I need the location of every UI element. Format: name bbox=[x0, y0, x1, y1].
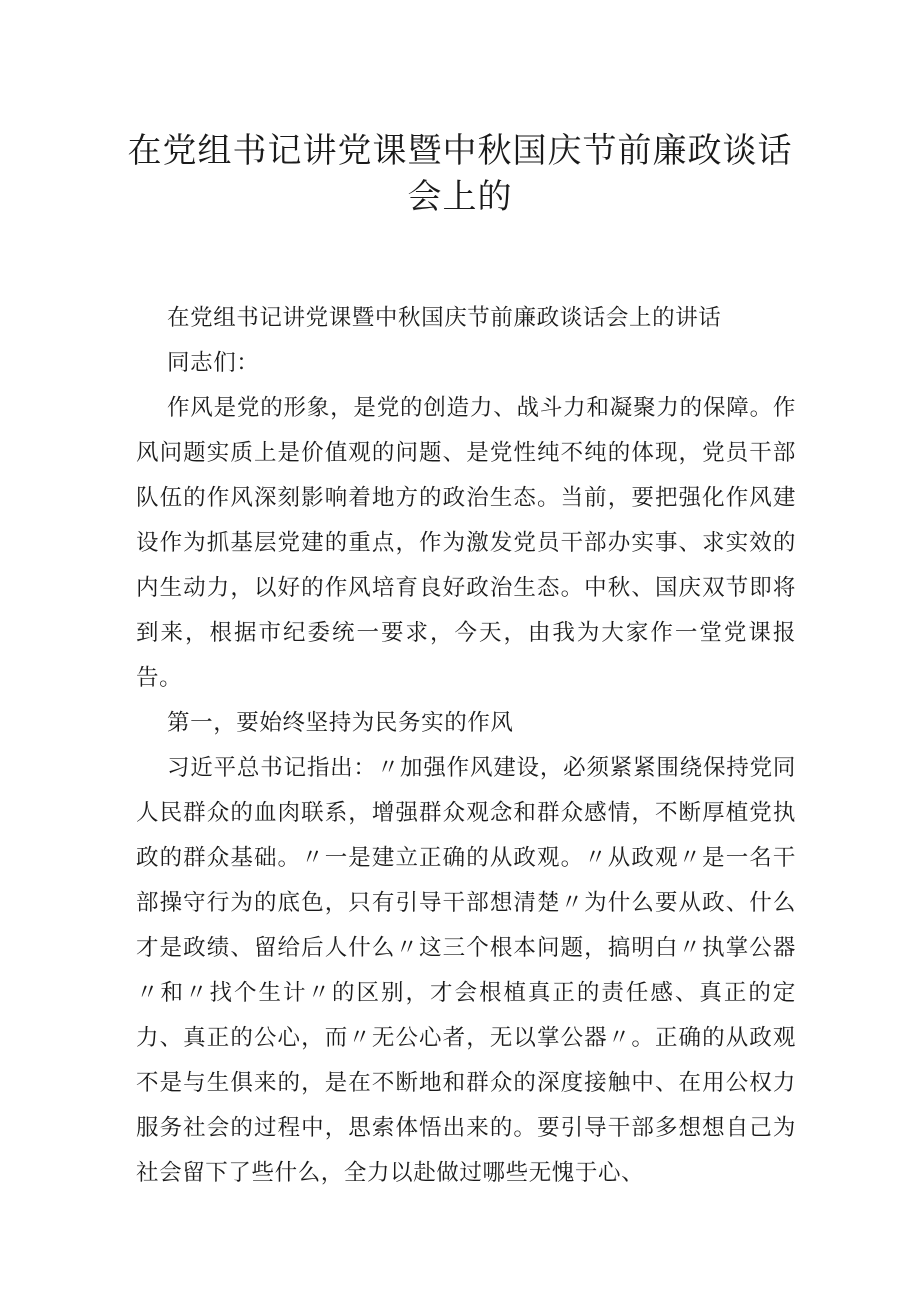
section-heading-1: 第一，要始终坚持为民务实的作风 bbox=[167, 710, 514, 736]
document-body bbox=[136, 296, 796, 1196]
salutation-paragraph: 同志们： bbox=[167, 350, 260, 376]
document-title: 在党组书记讲党课暨中秋国庆节前廉政谈话会上的 bbox=[127, 131, 793, 217]
intro-paragraph: 作风是党的形象，是党的创造力、战斗力和凝聚力的保障。作风问题实质上是价值观的问题、是党性纯不纯的体现，党员干部队伍的作风深刻影响着地方的政治生态。当前，要把强化作风建设作为抓基层党建的重点，作为激发党员干部办实事、求实效的内生动力，以好的作风培育良好政治生态。中秋、国庆双节即将到来，根据市纪委统一要求，今天，由我为大家作一堂党课报告。 bbox=[136, 395, 796, 691]
speech-heading-paragraph: 在党组书记讲党课暨中秋国庆节前廉政谈话会上的讲话 bbox=[167, 305, 722, 331]
section-1-paragraph: 习近平总书记指出：〃加强作风建设，必须紧紧围绕保持党同人民群众的血肉联系，增强群众观念和群众感情，不断厚植党执政的群众基础。〃一是建立正确的从政观。〃从政观〃是一名干部操守行为的底色，只有引导干部想清楚〃为什么要从政、什么才是政绩、留给后人什么〃这三个根本问题，搞明白〃执掌公器〃和〃找个生计〃的区别，才会根植真正的责任感、真正的定力、真正的公心，而〃无公心者，无以掌公器〃。正确的从政观不是与生俱来的，是在不断地和群众的深度接触中、在用公权力服务社会的过程中，思索体悟出来的。要引导干部多想想自己为社会留下了些什么，全力以赴做过哪些无愧于心、 bbox=[136, 755, 796, 1186]
